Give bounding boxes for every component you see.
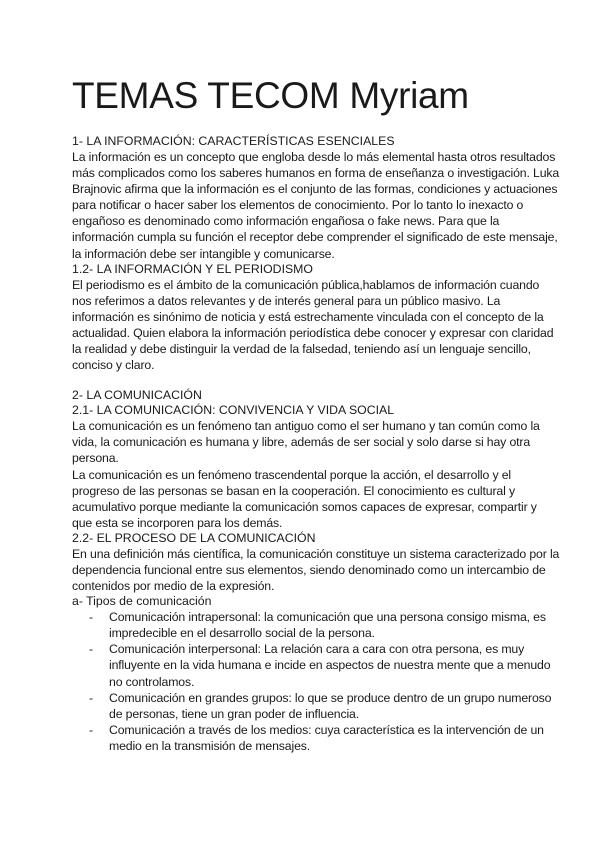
- communication-types-list: [72, 609, 560, 754]
- list-item: [72, 722, 560, 754]
- list-item-text: Comunicación intrapersonal: la comunicación que una persona consigo misma, es impredecible en el desarrollo social de la persona.: [109, 610, 546, 641]
- section-1-2-text: El periodismo es el ámbito de la comunicación pública,hablamos de información cuando nos referimos a datos relevantes y de interés general para un público masivo. La información es sinónimo de noticia y está estrechamente vinculada con el concepto de la actualidad. Quien elabora la información periodística debe conocer y expresar con claridad la realidad y debe distinguir la verdad de la falsedad, teniendo así un lenguaje sencillo, conciso y claro.: [72, 277, 554, 373]
- dash-marker: -: [89, 690, 93, 705]
- section-2-1-heading: 2.1- LA COMUNICACIÓN: CONVIVENCIA Y VIDA SOCIAL: [72, 403, 395, 418]
- list-item-text: Comunicación interpersonal: La relación cara a cara con otra persona, es muy influyente en la vida humana e incide en aspectos de nuestra mente que a menudo no controlamos.: [109, 642, 551, 689]
- section-1-heading: 1- LA INFORMACIÓN: CARACTERÍSTICAS ESENCIALES: [72, 134, 395, 148]
- dash-marker: -: [89, 642, 93, 657]
- list-item: [72, 690, 560, 722]
- section-2-1-text-1: La comunicación es un fenómeno tan antiguo como el ser humano y tan común como la vida, la comunicación es humana y libre, además de ser social y solo darse si hay otra persona.: [72, 419, 540, 466]
- section-gap: [72, 373, 560, 388]
- dash-marker: -: [89, 610, 93, 625]
- list-item: [72, 641, 560, 689]
- section-1-2-heading: 1.2- LA INFORMACIÓN Y EL PERIODISMO: [72, 261, 313, 276]
- section-2-heading: 2- LA COMUNICACIÓN: [72, 388, 202, 403]
- section-2-2-heading: 2.2- EL PROCESO DE LA COMUNICACIÓN: [72, 530, 316, 545]
- list-item-text: Comunicación en grandes grupos: lo que se produce dentro de un grupo numeroso de personas, tiene un gran poder de influencia.: [109, 690, 552, 721]
- section-2-1-text-2: La comunicación es un fenómeno trascendental porque la acción, el desarrollo y el progreso de las personas se basan en la cooperación. El conocimiento es cultural y acumulativo porque mediante la comunicación somos capaces de expresar, compartir y que esta se incorporen para los demás.: [72, 467, 537, 530]
- section-2-2-text: En una definición más científica, la comunicación constituye un sistema caracterizado por la dependencia funcional entre sus elementos, siendo denominado como un intercambio de contenidos por medio de la expresión.: [72, 546, 560, 594]
- document-title: TEMAS TECOM Myriam: [72, 75, 469, 116]
- section-1-text: La información es un concepto que engloba desde lo más elemental hasta otros resultados más complicados como los saberes humanos en forma de enseñanza o investigación. Luka Brajnovic afirma que la información es el conjunto de las formas, condiciones y actuaciones para notificar o hacer saber los elementos de conocimiento. Por lo tanto lo inexacto o engañoso es denominado como información engañosa o fake news. Para que la información cumpla su función el receptor debe comprender el significado de este mensaje, la información debe ser intangible y comunicarse.: [72, 150, 560, 261]
- dash-marker: -: [89, 722, 93, 737]
- types-subheading: a- Tipos de comunicación: [72, 594, 212, 609]
- list-item: [72, 609, 560, 641]
- list-item-text: Comunicación a través de los medios: cuya característica es la intervención de un medio en la transmisión de mensajes.: [109, 722, 544, 753]
